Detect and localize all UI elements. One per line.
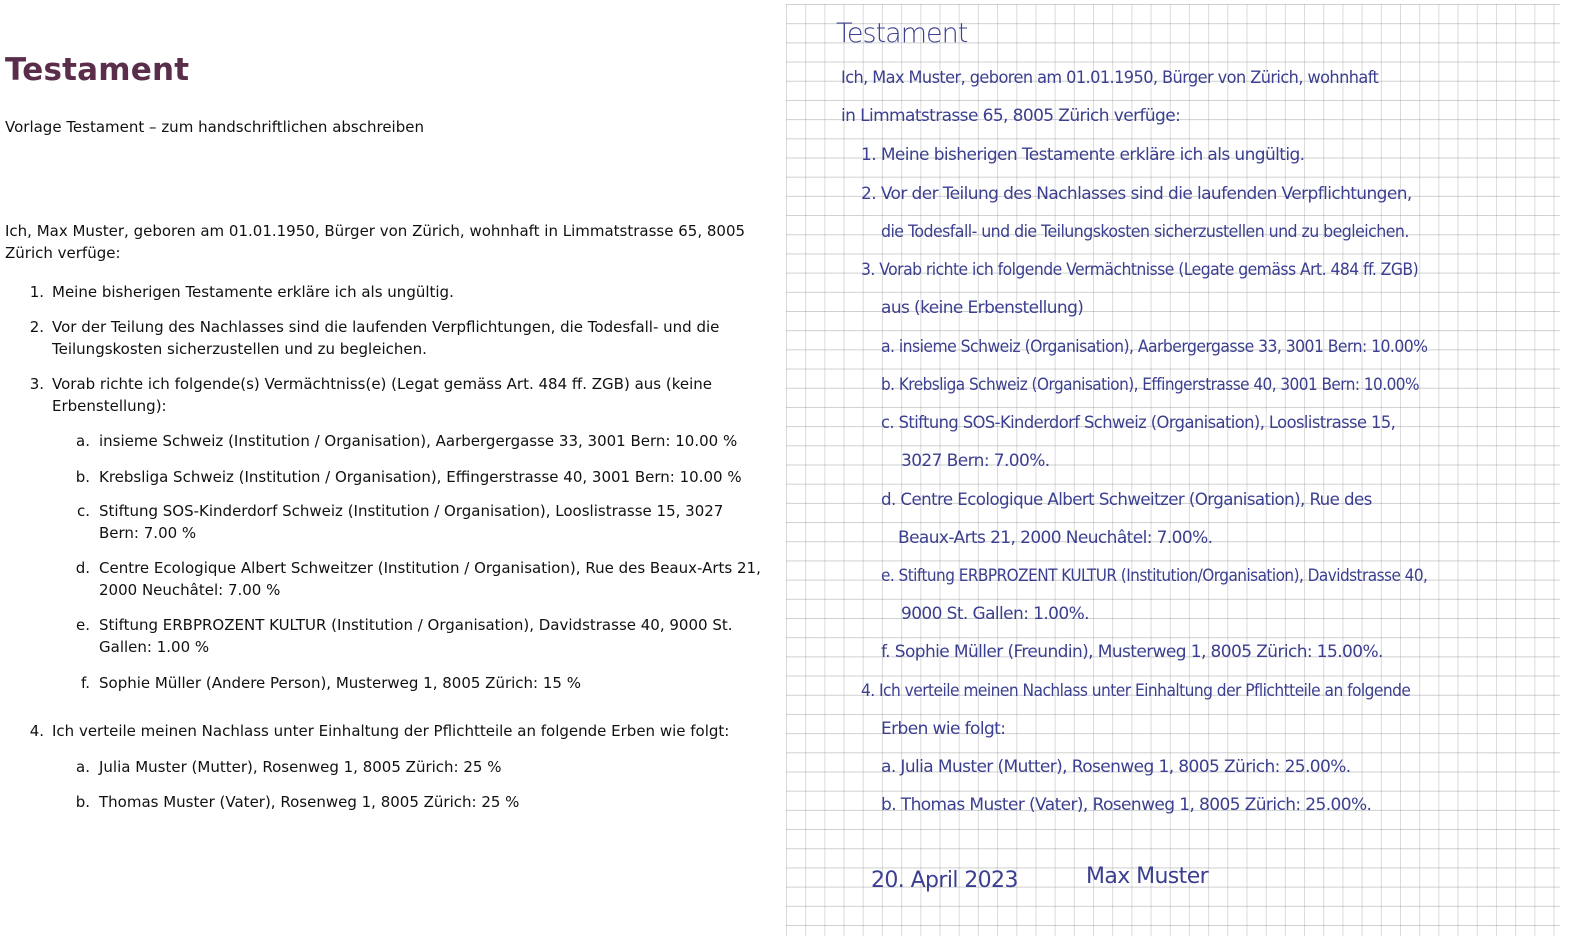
list-text: Ich verteile meinen Nachlass unter Einhaltung der Pflichtteile an folgende Erben wie folgt: <box>52 722 730 740</box>
list-text: Vor der Teilung des Nachlasses sind die laufenden Verpflichtungen, die Todesfall- und die Teilungskosten sicherzustellen und zu begleichen. <box>52 318 720 358</box>
handwritten-line: in Limmatstrasse 65, 8005 Zürich verfüge: <box>841 106 1181 126</box>
list-letter: c. <box>76 502 90 520</box>
list-text: Krebsliga Schweiz (Institution / Organisation), Effingerstrasse 40, 3001 Bern: 10.00 % <box>99 468 742 486</box>
handwritten-line: 2. Vor der Teilung des Nachlasses sind die laufenden Verpflichtungen, <box>861 184 1412 204</box>
handwritten-line: 3027 Bern: 7.00%. <box>901 451 1050 471</box>
handwritten-date: 20. April 2023 <box>871 868 1018 893</box>
list-text: Thomas Muster (Vater), Rosenweg 1, 8005 Zürich: 25 % <box>99 793 520 811</box>
list-letter: b. <box>75 793 90 811</box>
list-letter: a. <box>76 432 90 450</box>
list-text: Stiftung SOS-Kinderdorf Schweiz (Institution / Organisation), Looslistrasse 15, 3027 Bern: 7.00 % <box>99 502 724 542</box>
list-number: 3. <box>29 375 44 393</box>
handwritten-line: 4. Ich verteile meinen Nachlass unter Einhaltung der Pflichtteile an folgende <box>861 681 1411 701</box>
list-text: Vorab richte ich folgende(s) Vermächtniss(e) (Legat gemäss Art. 484 ff. ZGB) aus (keine Erbenstellung): <box>52 375 712 415</box>
list-text: Julia Muster (Mutter), Rosenweg 1, 8005 Zürich: 25 % <box>99 758 502 776</box>
handwritten-copy <box>786 4 1560 936</box>
list-number: 1. <box>29 283 44 301</box>
signature: Max Muster <box>1086 864 1209 889</box>
handwritten-line: e. Stiftung ERBPROZENT KULTUR (Institution/Organisation), Davidstrasse 40, <box>881 566 1428 586</box>
handwritten-line: d. Centre Ecologique Albert Schweitzer (Organisation), Rue des <box>881 490 1372 510</box>
list-letter: b. <box>75 468 90 486</box>
handwritten-line: f. Sophie Müller (Freundin), Musterweg 1, 8005 Zürich: 15.00%. <box>881 642 1383 662</box>
handwritten-line: Erben wie folgt: <box>881 719 1006 739</box>
list-text: Stiftung ERBPROZENT KULTUR (Institution / Organisation), Davidstrasse 40, 9000 St. Gallen: 1.00 % <box>99 616 733 656</box>
handwritten-line: 9000 St. Gallen: 1.00%. <box>901 604 1089 624</box>
list-letter: e. <box>76 616 90 634</box>
list-letter: d. <box>75 559 90 577</box>
list-letter: a. <box>76 758 90 776</box>
handwritten-line: aus (keine Erbenstellung) <box>881 298 1084 318</box>
handwritten-line: c. Stiftung SOS-Kinderdorf Schweiz (Organisation), Looslistrasse 15, <box>881 413 1396 433</box>
handwritten-line: b. Krebsliga Schweiz (Organisation), Effingerstrasse 40, 3001 Bern: 10.00% <box>881 375 1419 395</box>
subtitle: Vorlage Testament – zum handschriftlichen abschreiben <box>5 118 424 136</box>
list-number: 2. <box>29 318 44 336</box>
handwritten-title: Testament <box>836 18 968 49</box>
handwritten-line: a. insieme Schweiz (Organisation), Aarbergergasse 33, 3001 Bern: 10.00% <box>881 337 1428 357</box>
intro-paragraph: Ich, Max Muster, geboren am 01.01.1950, Bürger von Zürich, wohnhaft in Limmatstrasse 65, 8005 Zürich verfüge: <box>5 222 746 262</box>
list-letter: f. <box>81 674 90 692</box>
handwritten-line: Beaux-Arts 21, 2000 Neuchâtel: 7.00%. <box>898 528 1213 548</box>
handwritten-line: 1. Meine bisherigen Testamente erkläre ich als ungültig. <box>861 145 1305 165</box>
handwritten-line: Ich, Max Muster, geboren am 01.01.1950, Bürger von Zürich, wohnhaft <box>841 68 1379 88</box>
page-title: Testament <box>5 52 190 88</box>
handwritten-line: 3. Vorab richte ich folgende Vermächtnisse (Legate gemäss Art. 484 ff. ZGB) <box>861 260 1419 280</box>
list-text: Centre Ecologique Albert Schweitzer (Institution / Organisation), Rue des Beaux-Arts 21, 2000 Neuchâtel: 7.00 % <box>99 559 761 599</box>
typed-template <box>0 0 775 936</box>
list-text: insieme Schweiz (Institution / Organisation), Aarbergergasse 33, 3001 Bern: 10.00 % <box>99 432 738 450</box>
list-text: Meine bisherigen Testamente erkläre ich als ungültig. <box>52 283 454 301</box>
handwritten-line: b. Thomas Muster (Vater), Rosenweg 1, 8005 Zürich: 25.00%. <box>881 795 1372 815</box>
list-number: 4. <box>29 722 44 740</box>
handwritten-line: die Todesfall- und die Teilungskosten sicherzustellen und zu begleichen. <box>881 222 1409 242</box>
list-text: Sophie Müller (Andere Person), Musterweg 1, 8005 Zürich: 15 % <box>99 674 581 692</box>
handwritten-line: a. Julia Muster (Mutter), Rosenweg 1, 8005 Zürich: 25.00%. <box>881 757 1351 777</box>
